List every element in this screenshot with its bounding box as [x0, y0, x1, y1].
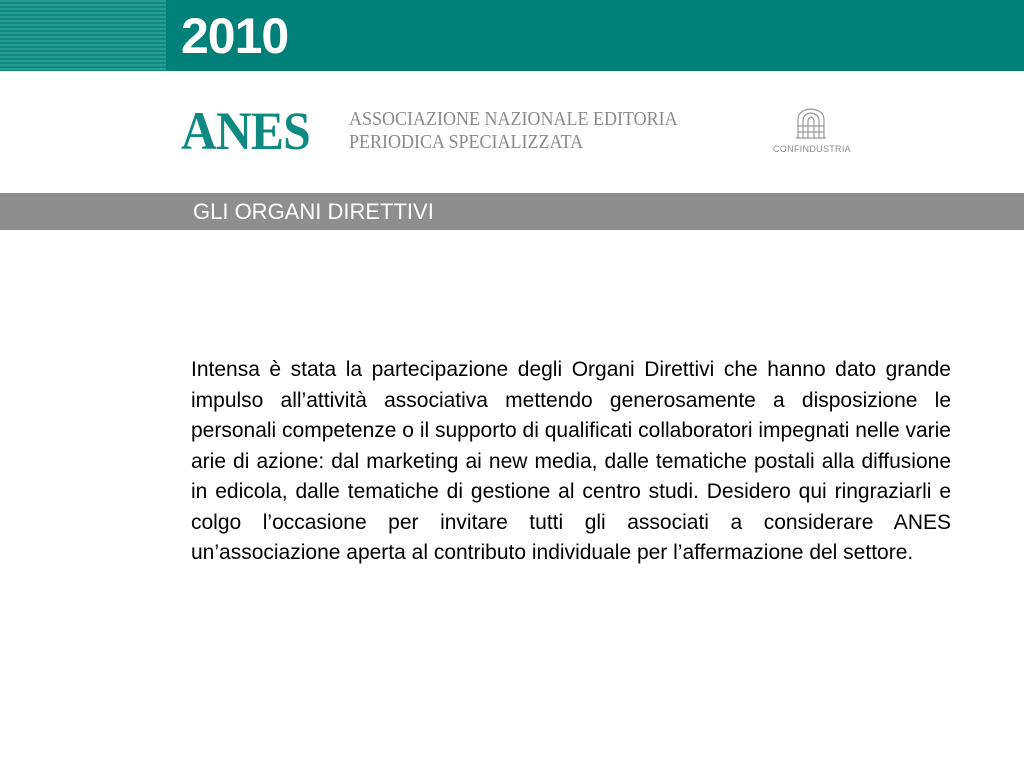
confindustria-logo	[766, 106, 858, 156]
association-name-line2: PERIODICA SPECIALIZZATA	[349, 131, 584, 153]
striped-pattern	[0, 0, 166, 71]
confindustria-label: CONFINDUSTRIA	[773, 144, 851, 154]
section-bar	[0, 193, 1024, 230]
anes-logo: ANES	[181, 101, 310, 161]
association-name-line1: ASSOCIAZIONE NAZIONALE EDITORIA	[349, 108, 678, 130]
section-title: GLI ORGANI DIRETTIVI	[193, 199, 434, 224]
top-band	[0, 0, 1024, 71]
year-title: 2010	[181, 8, 289, 64]
association-name	[349, 108, 678, 154]
confindustria-emblem-icon	[794, 106, 828, 140]
body-paragraph: Intensa è stata la partecipazione degli Organi Direttivi che hanno dato grande impulso all’attività associativa mettendo generosamente a disposizione le personali competenze o il supporto di qualificati collaboratori impegnati nelle varie arie di azione: dal marketing ai new media, dalle tematiche postali alla diffusione in edicola, dalle tematiche di gestione al centro studi. Desidero qui ringraziarli e colgo l’occasione per invitare tutti gli associati a considerare ANES un’associazione aperta al contributo individuale per l’affermazione del settore.	[191, 358, 951, 564]
